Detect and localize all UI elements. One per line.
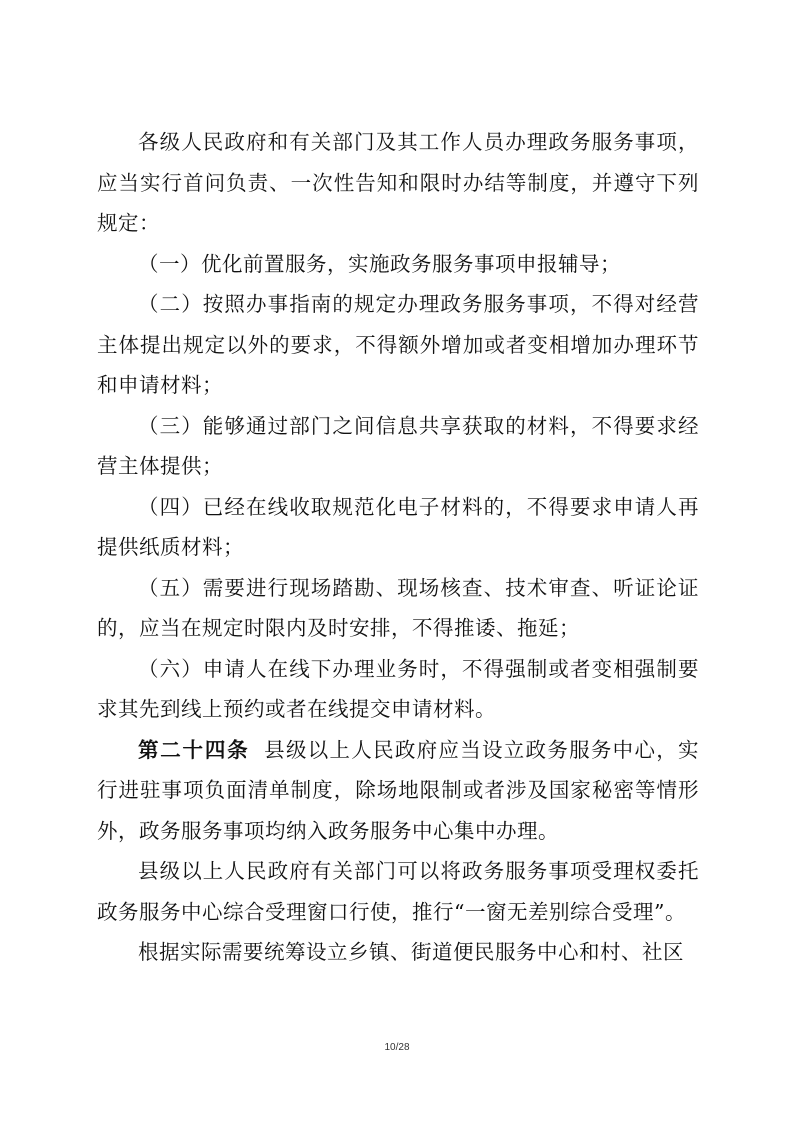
- article-number: 第二十四条: [138, 737, 250, 762]
- article-24-paragraph: [97, 730, 699, 852]
- list-item-1: （一）优化前置服务，实施政务服务事项申报辅导；: [138, 251, 621, 276]
- list-item-5: （五）需要进行现场踏勘、现场核查、技术审查、听证论证的，应当在规定时限内及时安排，不得推诿、拖延；: [97, 575, 699, 640]
- list-item-4: （四）已经在线收取规范化电子材料的，不得要求申请人再提供纸质材料；: [97, 494, 699, 559]
- paragraph-delegation: 县级以上人民政府有关部门可以将政务服务事项受理权委托政务服务中心综合受理窗口行使，推行“一窗无差别综合受理”。: [97, 859, 699, 924]
- page-number: 10/28: [384, 1042, 410, 1053]
- list-item-3: （三）能够通过部门之间信息共享获取的材料，不得要求经营主体提供；: [97, 413, 699, 478]
- paragraph-township: 根据实际需要统筹设立乡镇、街道便民服务中心和村、社区: [138, 940, 684, 964]
- list-item-6: （六）申请人在线下办理业务时，不得强制或者变相强制要求其先到线上预约或者在线提交申请材料。: [97, 656, 699, 721]
- paragraph-intro: 各级人民政府和有关部门及其工作人员办理政务服务事项，应当实行首问负责、一次性告知和限时办结等制度，并遵守下列规定：: [97, 130, 699, 235]
- document-body: [97, 122, 699, 973]
- list-item-2: （二）按照办事指南的规定办理政务服务事项，不得对经营主体提出规定以外的要求，不得额外增加或者变相增加办理环节和申请材料；: [97, 292, 699, 397]
- article-24-text: 县级以上人民政府应当设立政务服务中心，实行进驻事项负面清单制度，除场地限制或者涉及国家秘密等情形外，政务服务事项均纳入政务服务中心集中办理。: [97, 737, 700, 843]
